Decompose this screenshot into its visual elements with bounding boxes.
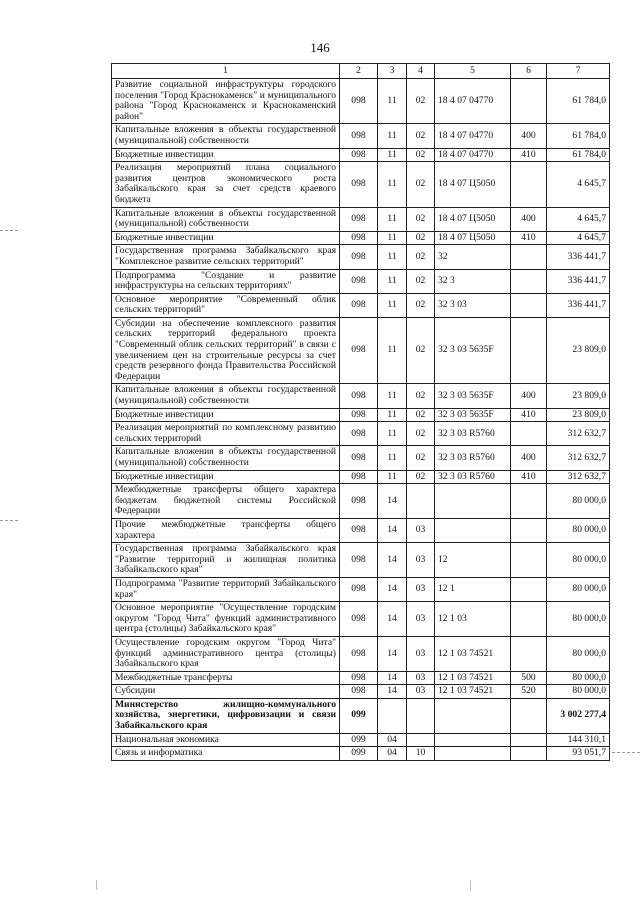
amount-cell: 4 645,7 (547, 207, 610, 231)
target-article-cell: 12 1 03 74521 (435, 685, 511, 699)
grbs-cell: 098 (340, 446, 378, 470)
section-cell: 11 (378, 148, 407, 162)
row-name-cell: Подпрограмма "Создание и развитие инфраструктуры на сельских территориях" (112, 269, 340, 293)
target-article-cell: 32 3 03 R5760 (435, 446, 511, 470)
margin-mark (0, 520, 18, 521)
amount-cell: 80 000,0 (547, 636, 610, 671)
target-article-cell: 18 4 07 04770 (435, 148, 511, 162)
row-name-cell: Капитальные вложения в объекты государственной (муниципальной) собственности (112, 446, 340, 470)
grbs-cell: 098 (340, 543, 378, 578)
amount-cell: 80 000,0 (547, 577, 610, 601)
grbs-cell: 098 (340, 484, 378, 519)
target-article-cell: 18 4 07 Ц5050 (435, 207, 511, 231)
amount-cell: 336 441,7 (547, 293, 610, 317)
expense-type-cell: 500 (511, 671, 547, 685)
row-name-cell: Прочие межбюджетные трансферты общего характера (112, 518, 340, 542)
expense-type-cell (511, 269, 547, 293)
expense-type-cell (511, 79, 547, 124)
row-name-cell: Бюджетные инвестиции (112, 148, 340, 162)
table-row (112, 408, 610, 422)
section-cell: 11 (378, 317, 407, 384)
section-cell: 11 (378, 79, 407, 124)
grbs-cell: 098 (340, 470, 378, 484)
expense-type-cell: 410 (511, 408, 547, 422)
section-cell: 11 (378, 293, 407, 317)
table-row (112, 671, 610, 685)
target-article-cell: 12 1 (435, 577, 511, 601)
target-article-cell: 32 3 03 5635F (435, 408, 511, 422)
section-cell (378, 698, 407, 733)
amount-cell: 80 000,0 (547, 484, 610, 519)
table-row (112, 384, 610, 408)
target-article-cell: 32 3 03 (435, 293, 511, 317)
column-header: 2 (340, 64, 378, 79)
subsection-cell: 10 (407, 747, 435, 761)
expense-type-cell (511, 577, 547, 601)
table-row (112, 747, 610, 761)
grbs-cell: 098 (340, 671, 378, 685)
amount-cell: 312 632,7 (547, 422, 610, 446)
expense-type-cell: 410 (511, 231, 547, 245)
table-row (112, 79, 610, 124)
column-header: 5 (435, 64, 511, 79)
subsection-cell: 02 (407, 207, 435, 231)
section-cell: 11 (378, 245, 407, 269)
grbs-cell: 098 (340, 577, 378, 601)
row-name-cell: Субсидии (112, 685, 340, 699)
amount-cell: 312 632,7 (547, 470, 610, 484)
subsection-cell (407, 733, 435, 747)
table-row (112, 124, 610, 148)
amount-cell: 3 002 277,4 (547, 698, 610, 733)
table-row (112, 422, 610, 446)
section-cell: 11 (378, 422, 407, 446)
subsection-cell: 02 (407, 162, 435, 207)
row-name-cell: Субсидии на обеспечение комплексного развития сельских территорий федерального проекта "Современный облик сельских территорий" в связи с увеличением цен на строительные ресурсы за счет средств резервного фонда Правительства Российской Федерации (112, 317, 340, 384)
subsection-cell: 02 (407, 408, 435, 422)
row-name-cell: Развитие социальной инфраструктуры городского поселения "Город Краснокаменск" и муниципального района "Город Краснокаменск и Краснокаменский район" (112, 79, 340, 124)
margin-tick (96, 880, 97, 890)
margin-tick (470, 880, 471, 890)
table-row (112, 162, 610, 207)
section-cell: 14 (378, 685, 407, 699)
column-header: 6 (511, 64, 547, 79)
subsection-cell: 03 (407, 518, 435, 542)
section-cell: 04 (378, 733, 407, 747)
section-cell: 14 (378, 671, 407, 685)
section-cell: 11 (378, 269, 407, 293)
grbs-cell: 098 (340, 518, 378, 542)
expense-type-cell: 400 (511, 446, 547, 470)
expense-type-cell (511, 733, 547, 747)
section-cell: 14 (378, 636, 407, 671)
amount-cell: 93 051,7 (547, 747, 610, 761)
amount-cell: 23 809,0 (547, 317, 610, 384)
row-name-cell: Капитальные вложения в объекты государственной (муниципальной) собственности (112, 124, 340, 148)
table-row (112, 685, 610, 699)
subsection-cell: 02 (407, 245, 435, 269)
row-name-cell: Бюджетные инвестиции (112, 470, 340, 484)
row-name-cell: Основное мероприятие "Осуществление городским округом "Город Чита" функций административного центра (столицы) Забайкальского края" (112, 602, 340, 637)
section-cell: 11 (378, 124, 407, 148)
amount-cell: 61 784,0 (547, 79, 610, 124)
row-name-cell: Основное мероприятие "Современный облик сельских территорий" (112, 293, 340, 317)
column-header: 3 (378, 64, 407, 79)
column-header: 1 (112, 64, 340, 79)
expense-type-cell (511, 698, 547, 733)
row-name-cell: Связь и информатика (112, 747, 340, 761)
amount-cell: 80 000,0 (547, 543, 610, 578)
grbs-cell: 099 (340, 747, 378, 761)
table-row (112, 636, 610, 671)
grbs-cell: 098 (340, 269, 378, 293)
table-row (112, 543, 610, 578)
section-cell: 11 (378, 446, 407, 470)
expense-type-cell (511, 293, 547, 317)
section-cell: 14 (378, 577, 407, 601)
section-cell: 11 (378, 470, 407, 484)
table-row (112, 293, 610, 317)
page-number: 146 (310, 40, 330, 55)
row-name-cell: Подпрограмма "Развитие территорий Забайкальского края" (112, 577, 340, 601)
amount-cell: 61 784,0 (547, 124, 610, 148)
target-article-cell: 12 1 03 74521 (435, 671, 511, 685)
section-cell: 14 (378, 484, 407, 519)
subsection-cell (407, 484, 435, 519)
section-cell: 11 (378, 231, 407, 245)
grbs-cell: 098 (340, 148, 378, 162)
row-name-cell: Межбюджетные трансферты (112, 671, 340, 685)
subsection-cell: 02 (407, 422, 435, 446)
table-row (112, 446, 610, 470)
subsection-cell: 02 (407, 124, 435, 148)
expense-type-cell (511, 636, 547, 671)
grbs-cell: 098 (340, 384, 378, 408)
table-row (112, 698, 610, 733)
grbs-cell: 098 (340, 162, 378, 207)
amount-cell: 4 645,7 (547, 162, 610, 207)
target-article-cell (435, 518, 511, 542)
target-article-cell: 32 3 03 5635F (435, 317, 511, 384)
amount-cell: 312 632,7 (547, 446, 610, 470)
target-article-cell: 18 4 07 Ц5050 (435, 162, 511, 207)
table-row (112, 484, 610, 519)
row-name-cell: Реализация мероприятий по комплексному развитию сельских территорий (112, 422, 340, 446)
expense-type-cell: 410 (511, 470, 547, 484)
table-row (112, 470, 610, 484)
grbs-cell: 099 (340, 698, 378, 733)
table-row (112, 733, 610, 747)
table-row (112, 231, 610, 245)
budget-table (111, 63, 610, 761)
grbs-cell: 098 (340, 207, 378, 231)
subsection-cell: 02 (407, 446, 435, 470)
table-row (112, 245, 610, 269)
column-header: 4 (407, 64, 435, 79)
section-cell: 11 (378, 384, 407, 408)
amount-cell: 23 809,0 (547, 384, 610, 408)
grbs-cell: 098 (340, 293, 378, 317)
amount-cell: 80 000,0 (547, 518, 610, 542)
amount-cell: 4 645,7 (547, 231, 610, 245)
target-article-cell: 12 1 03 (435, 602, 511, 637)
amount-cell: 23 809,0 (547, 408, 610, 422)
subsection-cell: 03 (407, 602, 435, 637)
target-article-cell (435, 698, 511, 733)
expense-type-cell (511, 484, 547, 519)
subsection-cell: 03 (407, 543, 435, 578)
amount-cell: 336 441,7 (547, 245, 610, 269)
section-cell: 11 (378, 207, 407, 231)
subsection-cell (407, 698, 435, 733)
table-row (112, 269, 610, 293)
row-name-cell: Государственная программа Забайкальского края "Комплексное развитие сельских территорий" (112, 245, 340, 269)
grbs-cell: 098 (340, 408, 378, 422)
subsection-cell: 03 (407, 577, 435, 601)
target-article-cell: 12 1 03 74521 (435, 636, 511, 671)
target-article-cell: 18 4 07 Ц5050 (435, 231, 511, 245)
subsection-cell: 02 (407, 148, 435, 162)
amount-cell: 336 441,7 (547, 269, 610, 293)
amount-cell: 144 310,1 (547, 733, 610, 747)
table-row (112, 518, 610, 542)
grbs-cell: 098 (340, 124, 378, 148)
expense-type-cell (511, 245, 547, 269)
target-article-cell (435, 484, 511, 519)
expense-type-cell (511, 518, 547, 542)
subsection-cell: 03 (407, 671, 435, 685)
grbs-cell: 098 (340, 685, 378, 699)
expense-type-cell (511, 422, 547, 446)
grbs-cell: 098 (340, 79, 378, 124)
table-row (112, 577, 610, 601)
row-name-cell: Государственная программа Забайкальского края "Развитие территорий и жилищная политика Забайкальского края" (112, 543, 340, 578)
row-name-cell: Капитальные вложения в объекты государственной (муниципальной) собственности (112, 207, 340, 231)
amount-cell: 80 000,0 (547, 685, 610, 699)
grbs-cell: 098 (340, 636, 378, 671)
table-row (112, 148, 610, 162)
subsection-cell: 02 (407, 79, 435, 124)
grbs-cell: 098 (340, 245, 378, 269)
target-article-cell: 32 3 03 R5760 (435, 470, 511, 484)
expense-type-cell: 400 (511, 384, 547, 408)
expense-type-cell: 400 (511, 207, 547, 231)
target-article-cell: 32 3 03 5635F (435, 384, 511, 408)
subsection-cell: 02 (407, 470, 435, 484)
expense-type-cell (511, 747, 547, 761)
subsection-cell: 02 (407, 293, 435, 317)
margin-mark (0, 230, 18, 231)
row-name-cell: Капитальные вложения в объекты государственной (муниципальной) собственности (112, 384, 340, 408)
target-article-cell: 18 4 07 04770 (435, 124, 511, 148)
grbs-cell: 098 (340, 422, 378, 446)
expense-type-cell (511, 162, 547, 207)
grbs-cell: 098 (340, 602, 378, 637)
subsection-cell: 02 (407, 317, 435, 384)
target-article-cell: 18 4 07 04770 (435, 79, 511, 124)
table-row (112, 207, 610, 231)
section-cell: 11 (378, 162, 407, 207)
row-name-cell: Бюджетные инвестиции (112, 231, 340, 245)
row-name-cell: Осуществление городским округом "Город Чита" функций административного центра (столицы) Забайкальского края (112, 636, 340, 671)
expense-type-cell (511, 602, 547, 637)
target-article-cell (435, 747, 511, 761)
row-name-cell: Национальная экономика (112, 733, 340, 747)
row-name-cell: Межбюджетные трансферты общего характера бюджетам бюджетной системы Российской Федерации (112, 484, 340, 519)
table-row (112, 317, 610, 384)
subsection-cell: 02 (407, 384, 435, 408)
grbs-cell: 099 (340, 733, 378, 747)
expense-type-cell (511, 543, 547, 578)
expense-type-cell: 520 (511, 685, 547, 699)
expense-type-cell: 400 (511, 124, 547, 148)
subsection-cell: 02 (407, 269, 435, 293)
section-cell: 14 (378, 518, 407, 542)
target-article-cell (435, 733, 511, 747)
row-name-cell: Министерство жилищно-коммунального хозяйства, энергетики, цифровизации и связи Забайкальского края (112, 698, 340, 733)
section-cell: 14 (378, 602, 407, 637)
amount-cell: 80 000,0 (547, 602, 610, 637)
row-name-cell: Бюджетные инвестиции (112, 408, 340, 422)
grbs-cell: 098 (340, 231, 378, 245)
target-article-cell: 32 (435, 245, 511, 269)
amount-cell: 80 000,0 (547, 671, 610, 685)
table-header-row (112, 64, 610, 79)
subsection-cell: 03 (407, 685, 435, 699)
grbs-cell: 098 (340, 317, 378, 384)
target-article-cell: 32 3 03 R5760 (435, 422, 511, 446)
target-article-cell: 12 (435, 543, 511, 578)
section-cell: 11 (378, 408, 407, 422)
margin-mark (612, 752, 640, 753)
section-cell: 14 (378, 543, 407, 578)
subsection-cell: 03 (407, 636, 435, 671)
expense-type-cell: 410 (511, 148, 547, 162)
amount-cell: 61 784,0 (547, 148, 610, 162)
row-name-cell: Реализация мероприятий плана социального развития центров экономического роста Забайкальского края за счет средств краевого бюджета (112, 162, 340, 207)
section-cell: 04 (378, 747, 407, 761)
target-article-cell: 32 3 (435, 269, 511, 293)
subsection-cell: 02 (407, 231, 435, 245)
expense-type-cell (511, 317, 547, 384)
table-row (112, 602, 610, 637)
column-header: 7 (547, 64, 610, 79)
